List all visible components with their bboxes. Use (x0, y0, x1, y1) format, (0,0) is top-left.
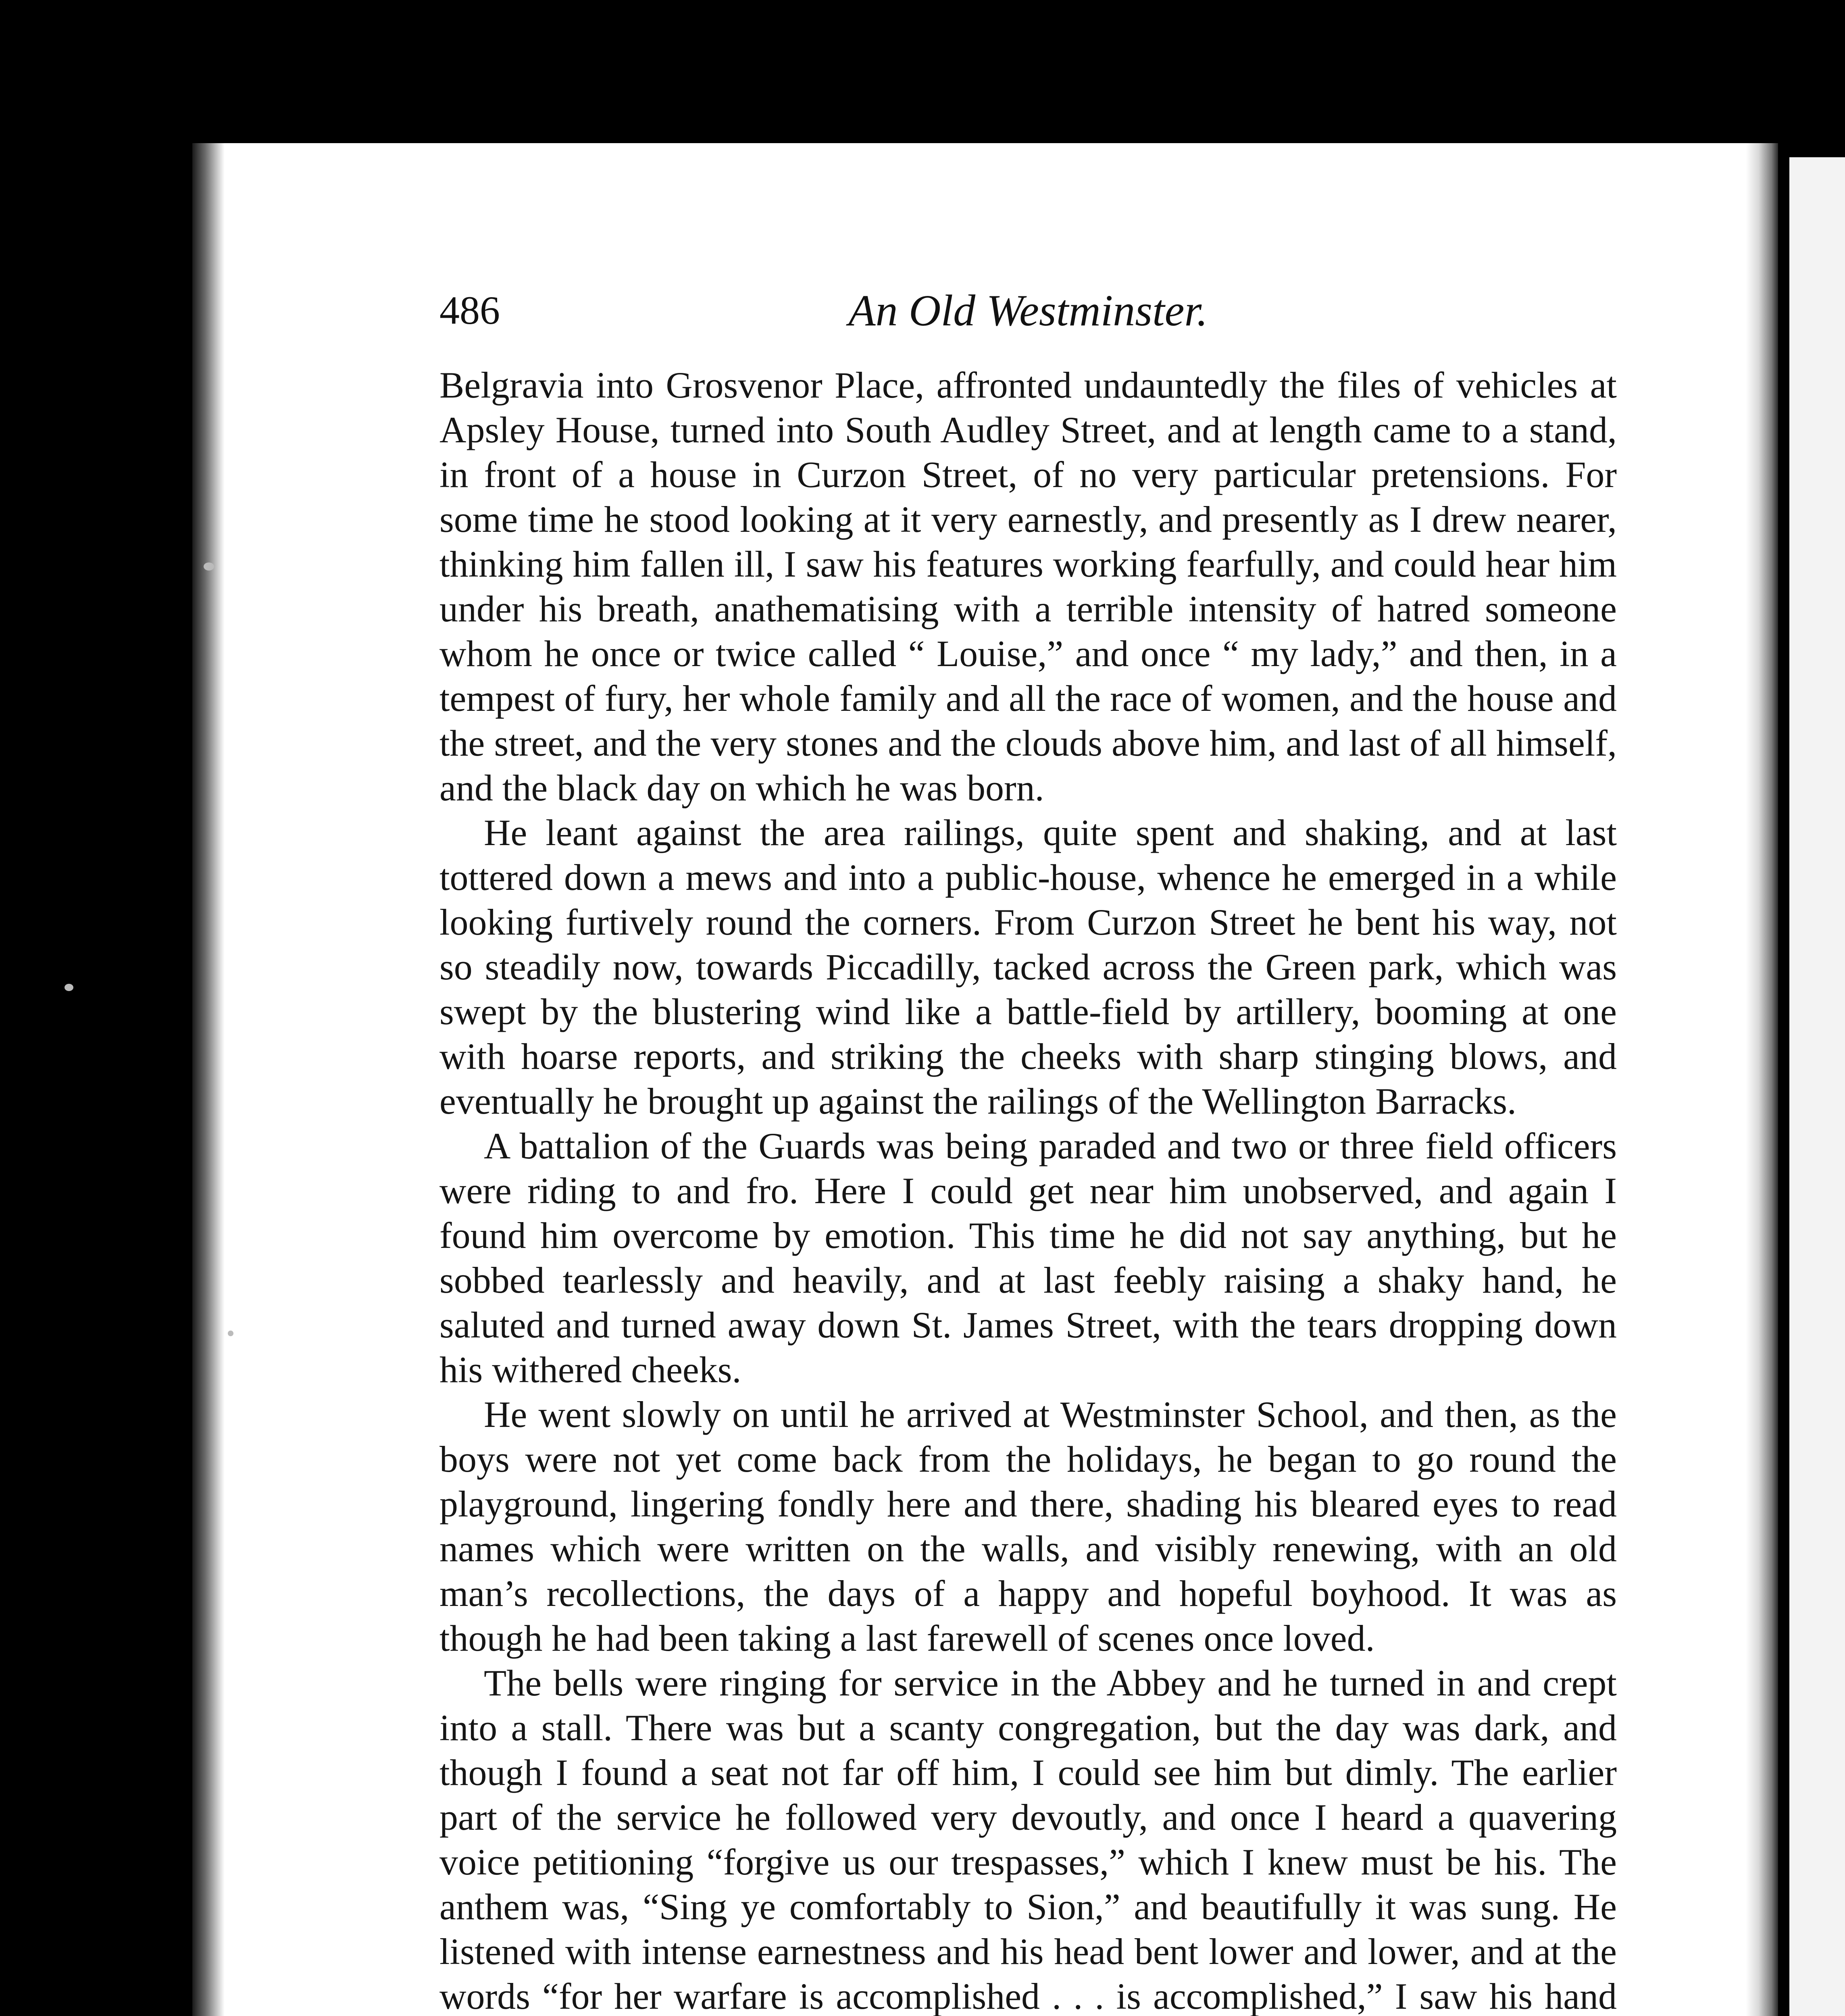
page-gutter (1778, 143, 1789, 2016)
scan-speck (65, 984, 73, 991)
page-number: 486 (439, 288, 500, 333)
page-binding-shadow-left (192, 143, 225, 2016)
paragraph: He leant against the area railings, quite spent and shaking, and at last tottered down a mews and into a public-house, whence he emerged in a while looking furtively round the corners. From Curzon Street he bent his way, not so steadily now, towards Piccadilly, tacked across the Green park, which was swept by the blustering wind like a battle-field by artillery, booming at one with hoarse reports, and striking the cheeks with sharp stinging blows, and eventually he brought up against the railings of the Wellington Barracks. (439, 812, 1617, 1122)
paragraph: He went slowly on until he arrived at Westminster School, and then, as the boys were not yet come back from the holidays, he began to go round the playground, lingering fondly here and there, shading his bleared eyes to read names which were written on the walls, and visibly renewing, with an old man’s recollections, the days of a happy and hopeful boyhood. It was as though he had been taking a last farewell of scenes once loved. (439, 1394, 1617, 1659)
page-binding-shadow-right (1746, 143, 1778, 2016)
paragraph: Belgravia into Grosvenor Place, affronted undauntedly the files of vehicles at Apsley House, turned into South Audley Street, and at length came to a stand, in front of a house in Curzon Street, of no very particular pretensions. For some time he stood looking at it very earnestly, and presently as I drew nearer, thinking him fallen ill, I saw his features working fearfully, and could hear him under his breath, anathematising with a terrible intensity of hatred someone whom he once or twice called “ Louise,” and once “ my lady,” and then, in a tempest of fury, her whole family and all the race of women, and the house and the street, and the very stones and the clouds above him, and last of all himself, and the black day on which he was born. (439, 364, 1617, 808)
scan-speck (228, 1331, 233, 1336)
next-page-edge (1786, 157, 1845, 2016)
body-text (439, 363, 1617, 2016)
page-header (439, 282, 1617, 351)
paragraph: The bells were ringing for service in the Abbey and he turned in and crept into a stall. There was but a scanty congregation, but the day was dark, and though I found a seat not far off him, I could see him but dimly. The earlier part of the service he followed very devoutly, and once I heard a quavering voice petitioning “forgive us our trespasses,” which I knew must be his. The anthem was, “Sing ye comfortably to Sion,” and beautifully it was sung. He listened with intense earnestness and his head bent lower and lower, and at the words “for her warfare is accomplished . . . is accomplished,” I saw his hand (439, 1662, 1617, 2016)
running-title: An Old Westminster. (848, 286, 1208, 335)
paragraph: A battalion of the Guards was being paraded and two or three field officers were riding to and fro. Here I could get near him unobserved, and again I found him overcome by emotion. This time he did not say anything, but he sobbed tearlessly and heavily, and at last feebly raising a shaky hand, he saluted and turned away down St. James Street, with the tears dropping down his withered cheeks. (439, 1125, 1617, 1390)
scan-speck (204, 562, 214, 571)
